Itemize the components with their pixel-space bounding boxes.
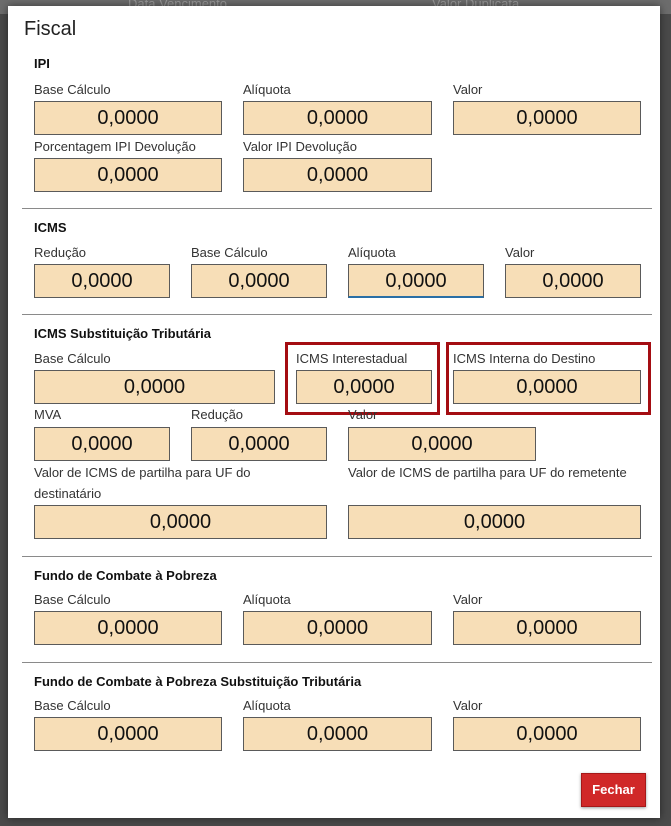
section-title-icms-st: ICMS Substituição Tributária [34,326,211,341]
icms-valor-field[interactable]: 0,0000 [505,264,641,298]
partilha-remetente-field[interactable]: 0,0000 [348,505,641,539]
fcp-aliquota-label: Alíquota [243,592,291,607]
icms-base-label: Base Cálculo [191,245,268,260]
fcp-valor-field[interactable]: 0,0000 [453,611,641,645]
icms-base-field[interactable]: 0,0000 [191,264,327,298]
icms-aliquota-label: Alíquota [348,245,396,260]
fcp-st-valor-label: Valor [453,698,483,713]
section-title-ipi: IPI [34,56,50,71]
icms-interestadual-label: ICMS Interestadual [296,351,408,366]
fcp-st-aliquota-field[interactable]: 0,0000 [243,717,432,751]
fcp-st-base-label: Base Cálculo [34,698,111,713]
fcp-st-aliquota-label: Alíquota [243,698,291,713]
section-title-icms: ICMS [34,220,67,235]
ipi-base-field[interactable]: 0,0000 [34,101,222,135]
fcp-base-field[interactable]: 0,0000 [34,611,222,645]
fcp-aliquota-field[interactable]: 0,0000 [243,611,432,645]
close-button[interactable]: Fechar [581,773,646,807]
section-divider [22,208,652,209]
ipi-valor-devolucao-field[interactable]: 0,0000 [243,158,432,192]
section-divider [22,314,652,315]
ipi-valor-field[interactable]: 0,0000 [453,101,641,135]
partilha-remetente-label: Valor de ICMS de partilha para UF do remetente [348,465,627,480]
partilha-destinatario-label: Valor de ICMS de partilha para UF do destinatário [34,465,251,501]
icms-st-reducao-label: Redução [191,407,244,422]
ipi-aliquota-field[interactable]: 0,0000 [243,101,432,135]
fcp-st-valor-field[interactable]: 0,0000 [453,717,641,751]
fcp-valor-label: Valor [453,592,483,607]
ipi-perc-devolucao-label: Porcentagem IPI Devolução [34,139,196,154]
section-title-fcp-st: Fundo de Combate à Pobreza Substituição Tributária [34,674,362,689]
icms-st-base-field[interactable]: 0,0000 [34,370,275,404]
fcp-st-base-field[interactable]: 0,0000 [34,717,222,751]
icms-reducao-label: Redução [34,245,87,260]
icms-interna-destino-field[interactable]: 0,0000 [453,370,641,404]
modal-title: Fiscal [24,18,77,40]
icms-reducao-field[interactable]: 0,0000 [34,264,170,298]
icms-st-base-label: Base Cálculo [34,351,111,366]
section-title-fcp: Fundo de Combate à Pobreza [34,568,217,583]
ipi-perc-devolucao-field[interactable]: 0,0000 [34,158,222,192]
ipi-valor-label: Valor [453,82,483,97]
ipi-base-label: Base Cálculo [34,82,111,97]
icms-valor-label: Valor [505,245,535,260]
fiscal-modal [8,6,660,818]
icms-aliquota-field[interactable]: 0,0000 [348,264,484,298]
icms-interna-destino-label: ICMS Interna do Destino [453,351,596,366]
fcp-base-label: Base Cálculo [34,592,111,607]
icms-st-mva-label: MVA [34,407,62,422]
icms-interestadual-field[interactable]: 0,0000 [296,370,432,404]
partilha-destinatario-field[interactable]: 0,0000 [34,505,327,539]
icms-st-reducao-field[interactable]: 0,0000 [191,427,327,461]
ipi-aliquota-label: Alíquota [243,82,291,97]
section-divider [22,662,652,663]
section-divider [22,556,652,557]
icms-st-valor-label: Valor [348,407,378,422]
ipi-valor-devolucao-label: Valor IPI Devolução [243,139,357,154]
icms-st-mva-field[interactable]: 0,0000 [34,427,170,461]
icms-st-valor-field[interactable]: 0,0000 [348,427,536,461]
